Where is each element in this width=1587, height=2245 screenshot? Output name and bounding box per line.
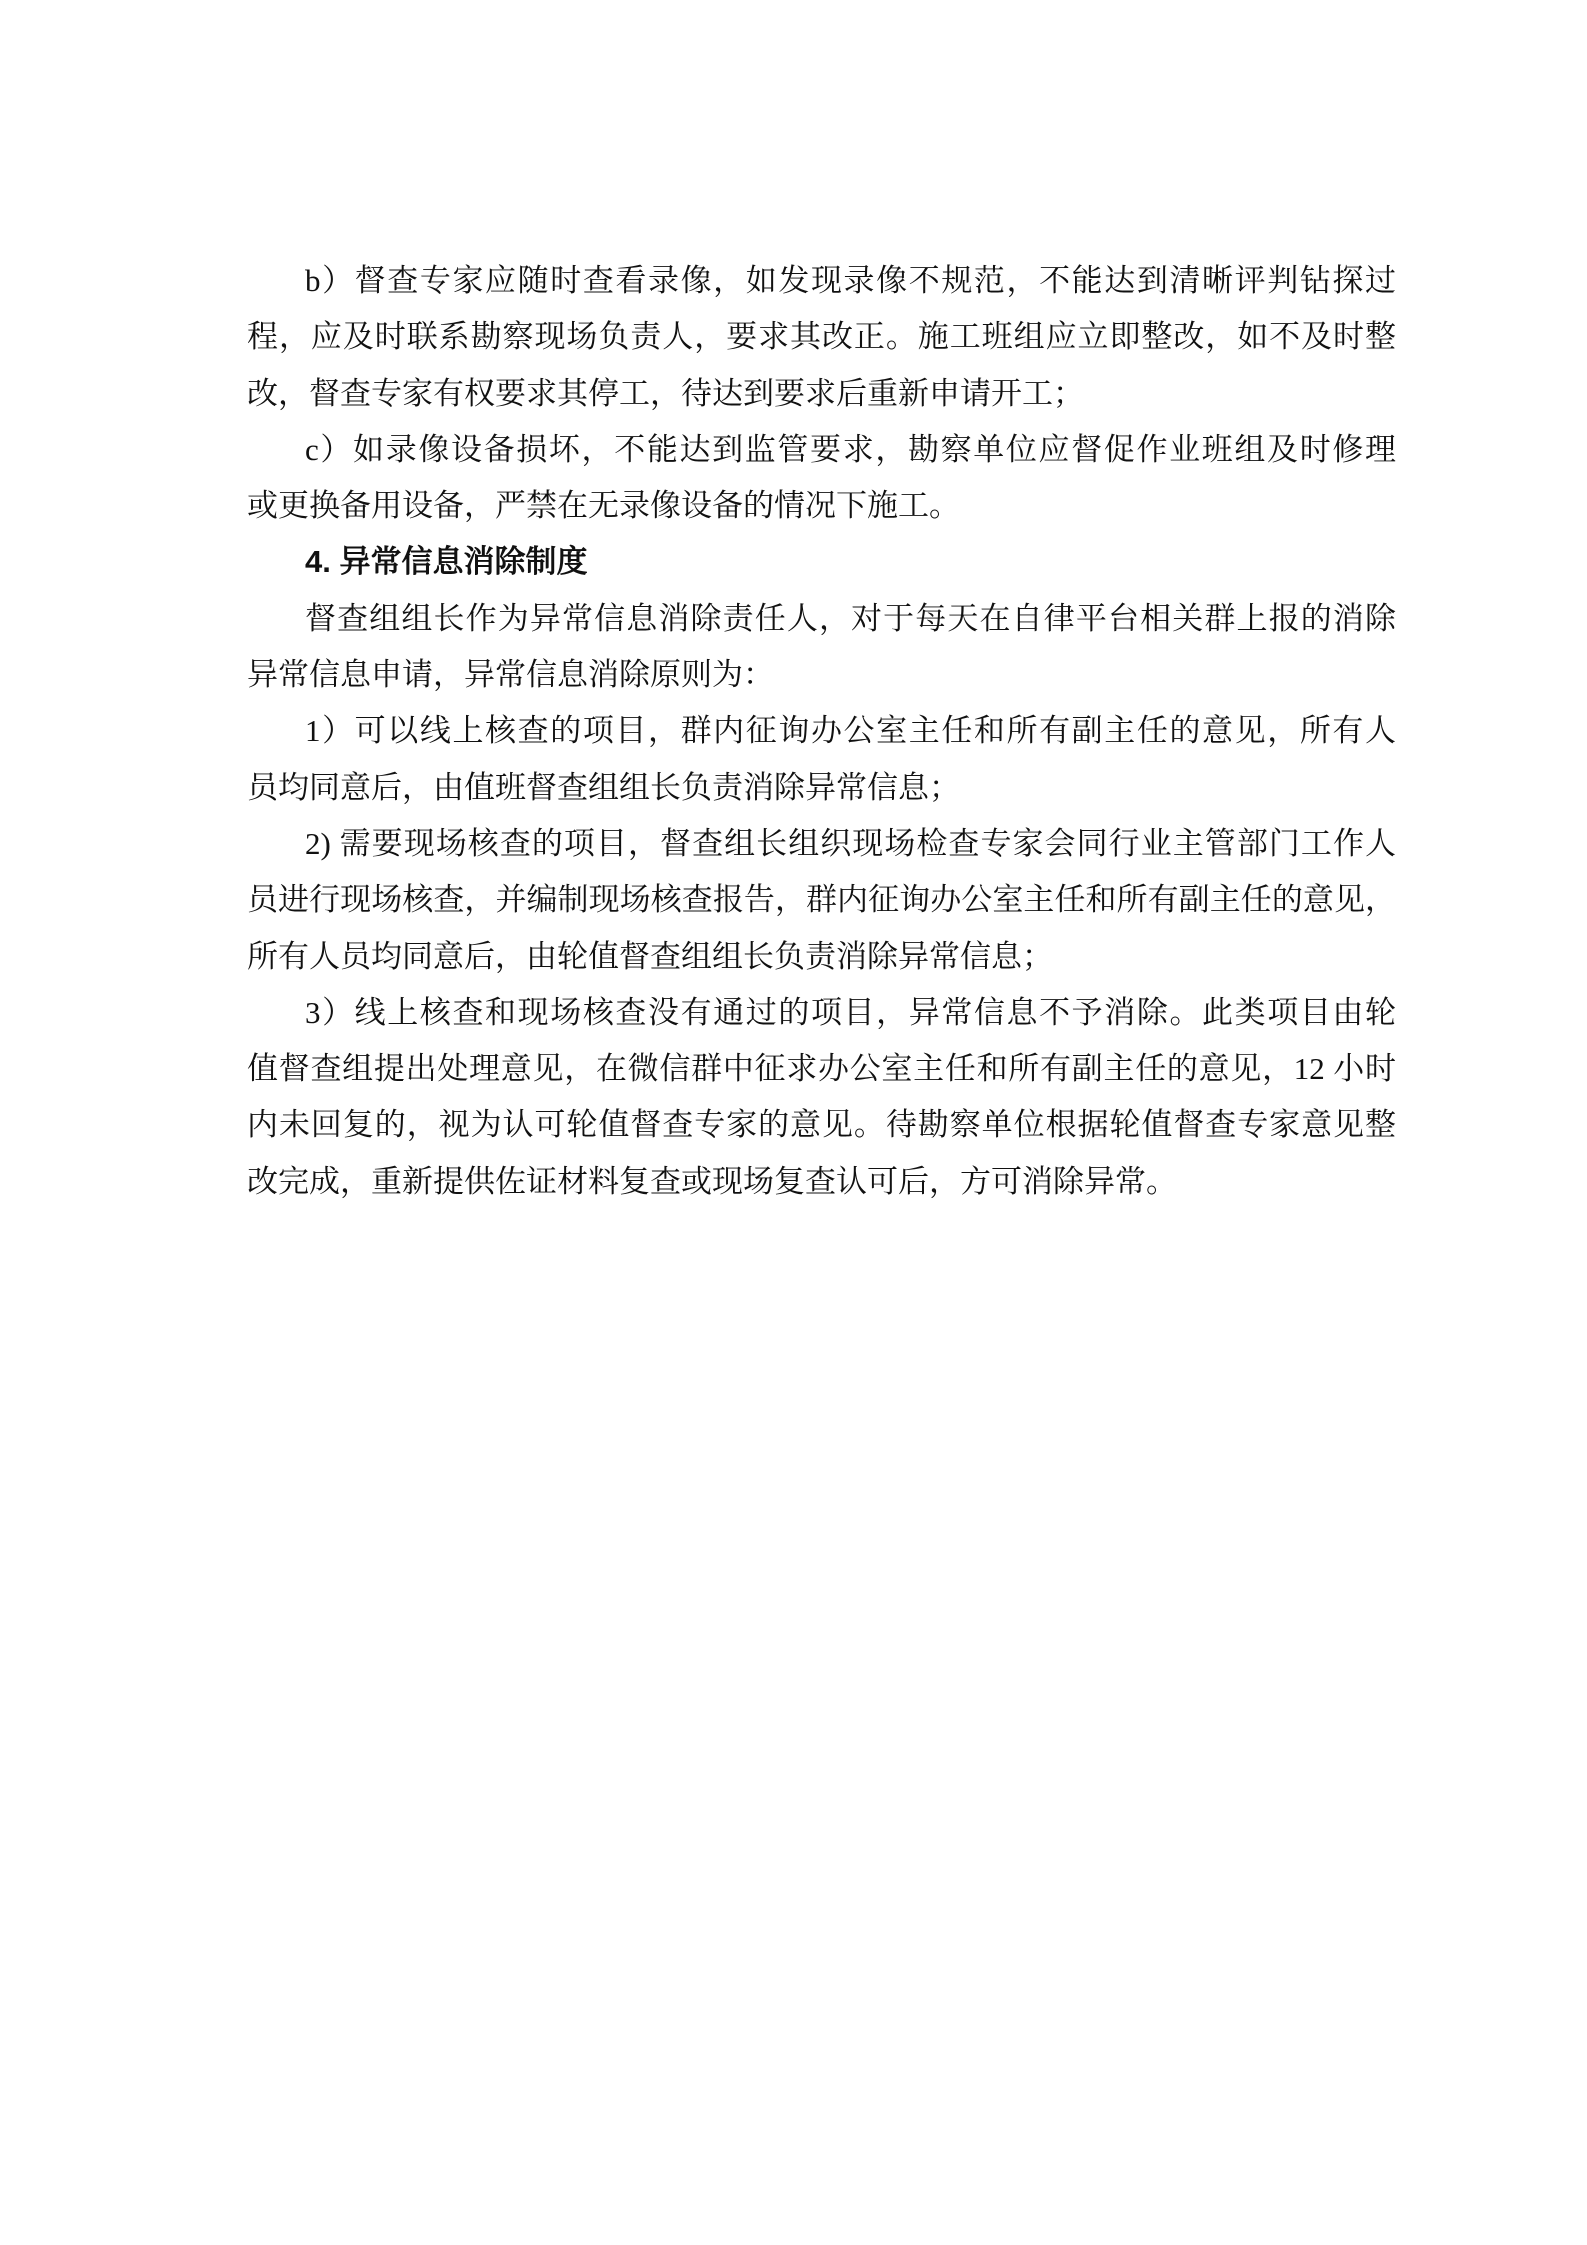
paragraph-intro (247, 591, 1396, 704)
paragraph-line: b）督查专家应随时查看录像，如发现录像不规范，不能达到清晰评判钻探过 (305, 263, 1396, 298)
list-item-3 (247, 985, 1396, 1210)
paragraph-line: 1）可以线上核查的项目，群内征询办公室主任和所有副主任的意见，所有人 (305, 713, 1396, 749)
paragraph-line: 2) 需要现场核查的项目，督查组长组织现场检查专家会同行业主管部门工作人 (305, 825, 1396, 861)
list-item-1 (247, 703, 1396, 816)
paragraph-line: c）如录像设备损坏，不能达到监管要求，勘察单位应督促作业班组及时修理 (305, 431, 1396, 467)
paragraph-line: 程，应及时联系勘察现场负责人，要求其改正。施工班组应立即整改，如不及时整 (247, 319, 1396, 355)
paragraph-line: 改完成，重新提供佐证材料复查或现场复查认可后，方可消除异常。 (247, 1163, 1177, 1199)
paragraph-line: 值督查组提出处理意见，在微信群中征求办公室主任和所有副主任的意见，12 小时 (247, 1051, 1396, 1087)
document-body (247, 253, 1396, 1210)
paragraph-line: 员进行现场核查，并编制现场核查报告，群内征询办公室主任和所有副主任的意见， (247, 882, 1396, 918)
paragraph-line: 或更换备用设备，严禁在无录像设备的情况下施工。 (247, 488, 960, 524)
paragraph-b (247, 253, 1396, 422)
paragraph-line: 内未回复的，视为认可轮值督查专家的意见。待勘察单位根据轮值督查专家意见整 (247, 1107, 1396, 1143)
paragraph-c (247, 422, 1396, 535)
paragraph-line: 员均同意后，由值班督查组组长负责消除异常信息； (247, 769, 960, 805)
section-heading: 4. 异常信息消除制度 (305, 544, 588, 580)
paragraph-line: 改，督查专家有权要求其停工，待达到要求后重新申请开工； (247, 375, 1084, 411)
paragraph-line: 3）线上核查和现场核查没有通过的项目，异常信息不予消除。此类项目由轮 (305, 994, 1396, 1030)
paragraph-line: 异常信息申请，异常信息消除原则为： (247, 657, 774, 693)
list-item-2 (247, 816, 1396, 985)
paragraph-line: 所有人员均同意后，由轮值督查组组长负责消除异常信息； (247, 938, 1053, 974)
paragraph-line: 督查组组长作为异常信息消除责任人，对于每天在自律平台相关群上报的消除 (305, 600, 1396, 636)
